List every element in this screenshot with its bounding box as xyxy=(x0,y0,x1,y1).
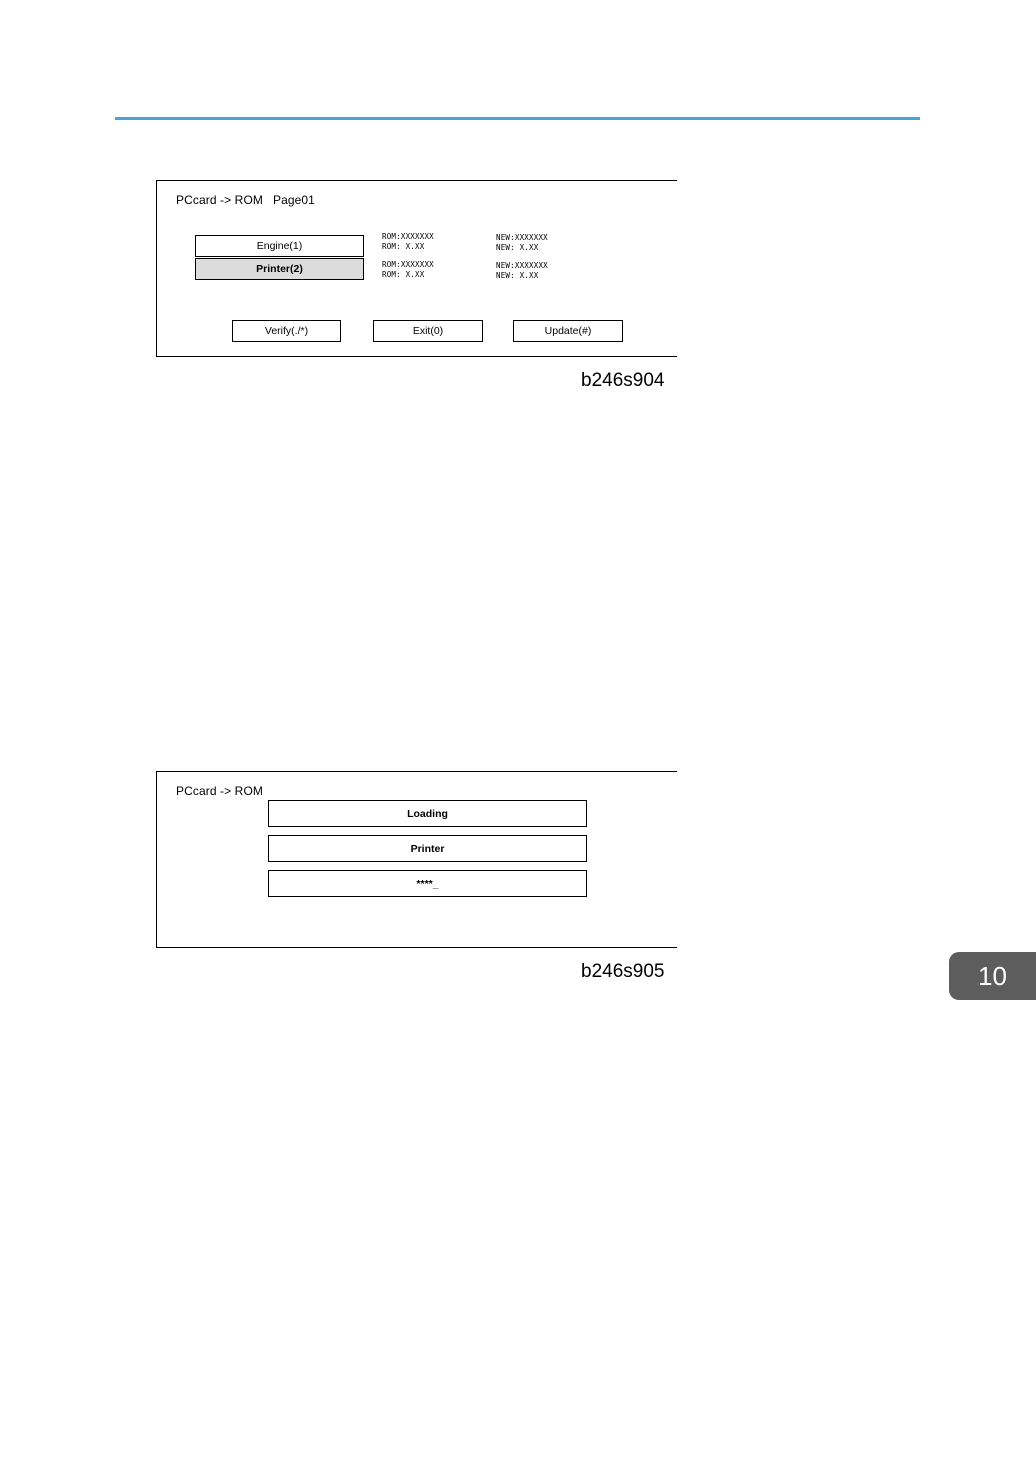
header-rule xyxy=(115,117,920,120)
printer-new-info xyxy=(496,261,548,281)
printer-new-id: NEW:XXXXXXX xyxy=(496,261,548,270)
engine-new-version: NEW: X.XX xyxy=(496,243,539,252)
page-indicator: Page01 xyxy=(272,193,315,207)
engine-rom-info xyxy=(382,232,434,252)
screen-title-text: PCcard -> ROM xyxy=(176,784,263,798)
exit-button[interactable]: Exit(0) xyxy=(373,320,483,342)
screen-title xyxy=(176,784,263,798)
printer-rom-version: ROM: X.XX xyxy=(382,270,425,279)
figure-caption-1: b246s904 xyxy=(581,370,665,391)
screen-title-text: PCcard -> ROM xyxy=(176,193,263,207)
progress-box: ****_ xyxy=(268,870,587,897)
pccard-rom-screen-page01 xyxy=(156,180,677,357)
target-status-box: Printer xyxy=(268,835,587,862)
pccard-rom-loading-screen xyxy=(156,771,677,948)
verify-button[interactable]: Verify(./*) xyxy=(232,320,341,342)
engine-rom-version: ROM: X.XX xyxy=(382,242,425,251)
engine-button[interactable]: Engine(1) xyxy=(195,235,364,257)
printer-rom-id: ROM:XXXXXXX xyxy=(382,260,434,269)
printer-rom-info xyxy=(382,260,434,280)
update-button[interactable]: Update(#) xyxy=(513,320,623,342)
figure-caption-2: b246s905 xyxy=(581,961,665,982)
engine-rom-id: ROM:XXXXXXX xyxy=(382,232,434,241)
loading-status-box: Loading xyxy=(268,800,587,827)
engine-new-info xyxy=(496,233,548,253)
chapter-tab: 10 xyxy=(949,952,1036,1000)
engine-new-id: NEW:XXXXXXX xyxy=(496,233,548,242)
printer-new-version: NEW: X.XX xyxy=(496,271,539,280)
printer-button[interactable]: Printer(2) xyxy=(195,258,364,280)
screen-title xyxy=(176,193,315,207)
